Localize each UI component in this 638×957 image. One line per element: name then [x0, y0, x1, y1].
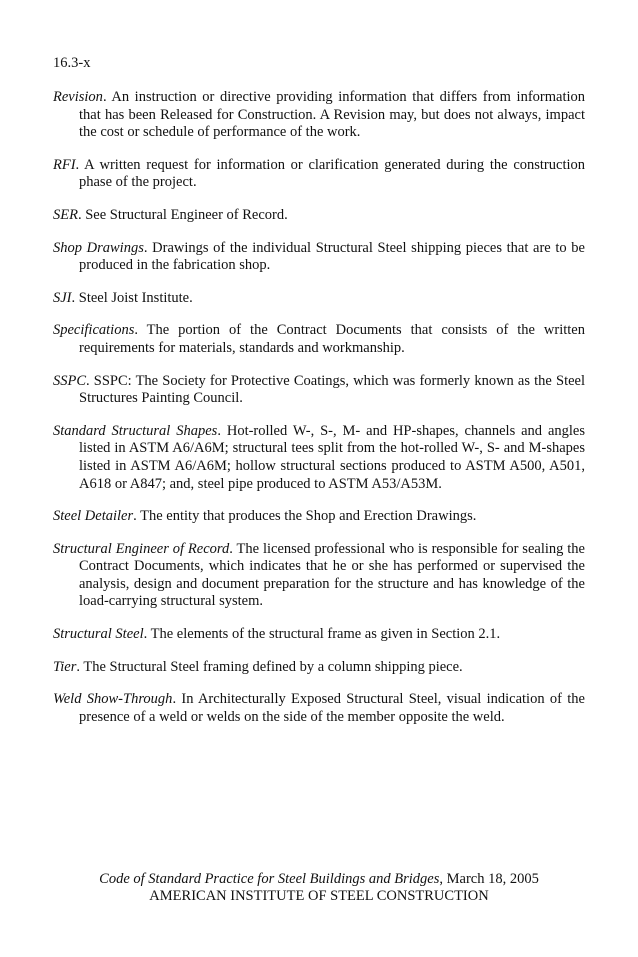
definition-separator: . [143, 239, 153, 256]
definition-separator: . [77, 206, 86, 223]
footer-citation [0, 871, 638, 888]
definition-term: Structural Engineer of Record [53, 540, 230, 557]
definition-revision [53, 89, 585, 142]
definition-specifications [53, 322, 585, 357]
definition-text: The portion of the Contract Documents that consists of the written requirements for materials, standards and workmanship. [79, 322, 585, 356]
definition-separator: . [143, 626, 151, 643]
definition-term: SJI [53, 289, 72, 306]
footer-organization: AMERICAN INSTITUTE OF STEEL CONSTRUCTION [149, 888, 489, 904]
definition-term: Specifications [53, 322, 135, 339]
definition-term: SER [53, 206, 78, 223]
definition-text: The elements of the structural frame as given in Section 2.1. [150, 626, 501, 643]
definition-separator: . [75, 156, 85, 173]
definition-term: RFI [53, 156, 76, 173]
definition-term: Tier [53, 658, 77, 675]
page-footer [0, 871, 638, 905]
definition-text: Steel Joist Institute. [78, 289, 193, 306]
definition-text: The Structural Steel framing defined by a column shipping piece. [83, 658, 463, 675]
definition-text: Drawings of the individual Structural Steel shipping pieces that are to be produced in the fabrication shop. [79, 239, 585, 274]
definition-structural-engineer-of-record [53, 541, 585, 611]
definition-sspc [53, 373, 585, 408]
definition-shop-drawings [53, 240, 585, 275]
footer-date: , March 18, 2005 [439, 871, 539, 887]
definition-text: A written request for information or clarification generated during the construction phase of the project. [79, 156, 585, 191]
definition-ser [53, 207, 585, 225]
definition-term: Shop Drawings [53, 239, 144, 256]
definition-weld-show-through [53, 691, 585, 726]
definition-term: Weld Show-Through [53, 691, 173, 708]
definition-separator: . [172, 691, 182, 708]
definition-separator: . [86, 372, 94, 389]
definition-text: See Structural Engineer of Record. [85, 206, 288, 223]
definition-text: SSPC: The Society for Protective Coatings, which was formerly known as the Steel Structures Painting Council. [79, 372, 585, 407]
definition-separator: . [229, 540, 237, 557]
definition-term: Revision [53, 89, 103, 105]
definition-separator: . [134, 322, 147, 339]
footer-title: Code of Standard Practice for Steel Buildings and Bridges [99, 871, 440, 887]
definition-term: Structural Steel [53, 626, 144, 643]
definition-separator: . [76, 658, 84, 675]
definition-term: SSPC [53, 372, 87, 389]
definition-text: An instruction or directive providing information that differs from information that has been Released for Construction. A Revision may, but does not always, impact the cost or schedule of performance of the work. [79, 89, 586, 141]
definition-steel-detailer [53, 508, 585, 526]
definition-standard-structural-shapes [53, 423, 585, 493]
definition-term: Steel Detailer [53, 508, 134, 525]
definition-separator: . [71, 289, 79, 306]
definition-separator: . [102, 89, 112, 105]
page-number: 16.3-x [53, 55, 91, 71]
definition-tier [53, 659, 585, 677]
definition-text: In Architecturally Exposed Structural Steel, visual indication of the presence of a weld or welds on the side of the member opposite the weld. [79, 691, 585, 725]
definition-text: The licensed professional who is responsible for sealing the Contract Documents, which indicates that he or she has performed or supervised the analysis, design and document preparation for the structure and has knowledge of the load-carrying structural system. [79, 540, 585, 610]
definition-text: The entity that produces the Shop and Erection Drawings. [140, 508, 477, 525]
definitions-list [53, 89, 585, 741]
definition-separator: . [217, 422, 227, 439]
definition-rfi [53, 157, 585, 192]
definition-structural-steel [53, 626, 585, 644]
definition-sji [53, 290, 585, 308]
definition-text: Hot-rolled W-, S-, M- and HP-shapes, channels and angles listed in ASTM A6/A6M; structural tees split from the hot-rolled W-, S- and M-shapes listed in ASTM A6/A6M; hollow structural sections produced to ASTM A500, A501, A618 or A847; and, steel pipe produced to ASTM A53/A53M. [79, 422, 585, 492]
definition-term: Standard Structural Shapes [53, 422, 218, 439]
definition-separator: . [133, 508, 141, 525]
